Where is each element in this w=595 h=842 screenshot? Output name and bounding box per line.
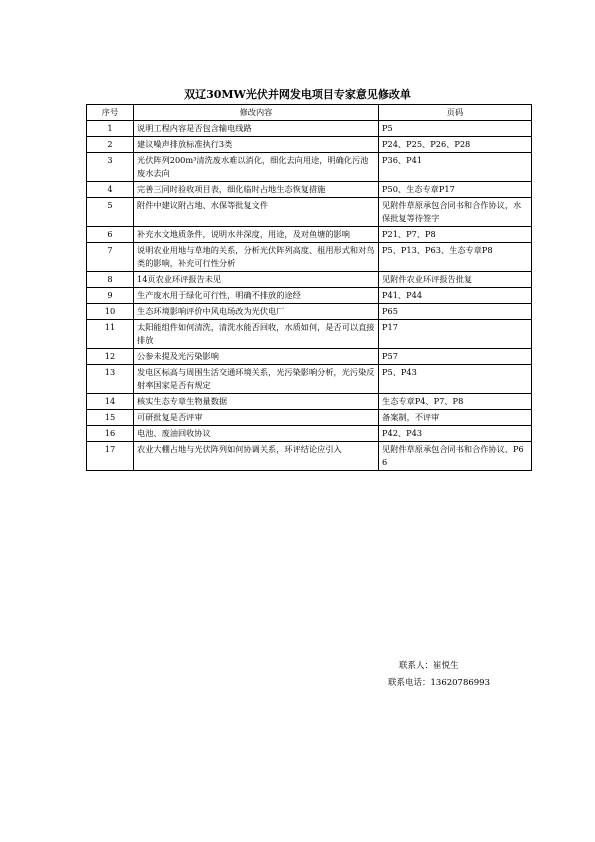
row-page: P5、P13、P63、生态专章P8 (379, 243, 532, 272)
table-row (87, 304, 532, 320)
header-content: 修改内容 (134, 105, 379, 121)
row-content: 补充水文地质条件，说明水井深度，用途，及对鱼塘的影响 (134, 227, 379, 243)
row-page: P41、P44 (379, 288, 532, 304)
row-content: 附件中建议附占地、水保等批复文件 (134, 198, 379, 227)
row-number: 13 (87, 365, 134, 394)
row-content: 发电区标高与周围生活交通环境关系，光污染影响分析，光污染反射率国家是否有规定 (134, 365, 379, 394)
row-page: P21、P7、P8 (379, 227, 532, 243)
row-content: 建议噪声排放标准执行3类 (134, 137, 379, 153)
row-page: 备案制，不评审 (379, 410, 532, 426)
row-page: P57 (379, 349, 532, 365)
table-header-row (87, 105, 532, 121)
row-number: 6 (87, 227, 134, 243)
table-row (87, 198, 532, 227)
header-page: 页码 (379, 105, 532, 121)
row-page: P24、P25、P26、P28 (379, 137, 532, 153)
table-row (87, 227, 532, 243)
row-number: 14 (87, 394, 134, 410)
row-number: 8 (87, 272, 134, 288)
row-content: 生产废水用于绿化可行性，明确不排放的途经 (134, 288, 379, 304)
row-number: 7 (87, 243, 134, 272)
table-row (87, 288, 532, 304)
document-title: 双辽30MW光伏并网发电项目专家意见修改单 (184, 88, 411, 101)
row-page: P17 (379, 320, 532, 349)
row-page: 见附件农业环评报告批复 (379, 272, 532, 288)
row-page: 见附件草原承包合同书和合作协议、P66 (379, 442, 532, 471)
table-row (87, 243, 532, 272)
table-row (87, 272, 532, 288)
row-number: 11 (87, 320, 134, 349)
table-row (87, 182, 532, 198)
row-content: 农业大棚占地与光伏阵列如何协调关系，环评结论应引入 (134, 442, 379, 471)
revision-table (86, 104, 532, 471)
table-row (87, 394, 532, 410)
table-row (87, 442, 532, 471)
row-content: 生态环境影响评价中风电场改为光伏电厂 (134, 304, 379, 320)
table-body (87, 121, 532, 471)
row-page: P5 (379, 121, 532, 137)
row-content: 说明工程内容是否包含输电线路 (134, 121, 379, 137)
header-number: 序号 (87, 105, 134, 121)
row-content: 说明农业用地与草地的关系，分析光伏阵列高度、租用形式和对鸟类的影响，补充可行性分析 (134, 243, 379, 272)
row-page: P50、生态专章P17 (379, 182, 532, 198)
table-row (87, 365, 532, 394)
row-content: 核实生态专章生物量数据 (134, 394, 379, 410)
row-number: 9 (87, 288, 134, 304)
row-page: 见附件草原承包合同书和合作协议，水保批复等待签字 (379, 198, 532, 227)
row-number: 17 (87, 442, 134, 471)
row-content: 完善三同时验收项目表，细化临时占地生态恢复措施 (134, 182, 379, 198)
row-number: 15 (87, 410, 134, 426)
table-row (87, 153, 532, 182)
row-number: 10 (87, 304, 134, 320)
row-content: 14页农业环评报告未见 (134, 272, 379, 288)
table-row (87, 349, 532, 365)
row-number: 16 (87, 426, 134, 442)
row-content: 电池、废油回收协议 (134, 426, 379, 442)
row-page: P5、P43 (379, 365, 532, 394)
table-row (87, 320, 532, 349)
contact-phone: 联系电话：13620786993 (388, 678, 490, 688)
row-content: 可研批复是否评审 (134, 410, 379, 426)
table-row (87, 410, 532, 426)
table-row (87, 426, 532, 442)
row-number: 1 (87, 121, 134, 137)
row-number: 2 (87, 137, 134, 153)
table-row (87, 137, 532, 153)
row-content: 太阳能组件如何清洗，清洗水能否回收，水质如何，是否可以直接排放 (134, 320, 379, 349)
row-page: P65 (379, 304, 532, 320)
row-number: 4 (87, 182, 134, 198)
row-number: 3 (87, 153, 134, 182)
row-page: P42、P43 (379, 426, 532, 442)
row-number: 5 (87, 198, 134, 227)
row-number: 12 (87, 349, 134, 365)
row-content: 公参未提及光污染影响 (134, 349, 379, 365)
table-row (87, 121, 532, 137)
row-page: 生态专章P4、P7、P8 (379, 394, 532, 410)
contact-person: 联系人：崔悦生 (399, 661, 459, 671)
row-page: P36、P41 (379, 153, 532, 182)
row-content: 光伏阵列200m³清洗废水难以消化，细化去向用途，明确化污池废水去向 (134, 153, 379, 182)
